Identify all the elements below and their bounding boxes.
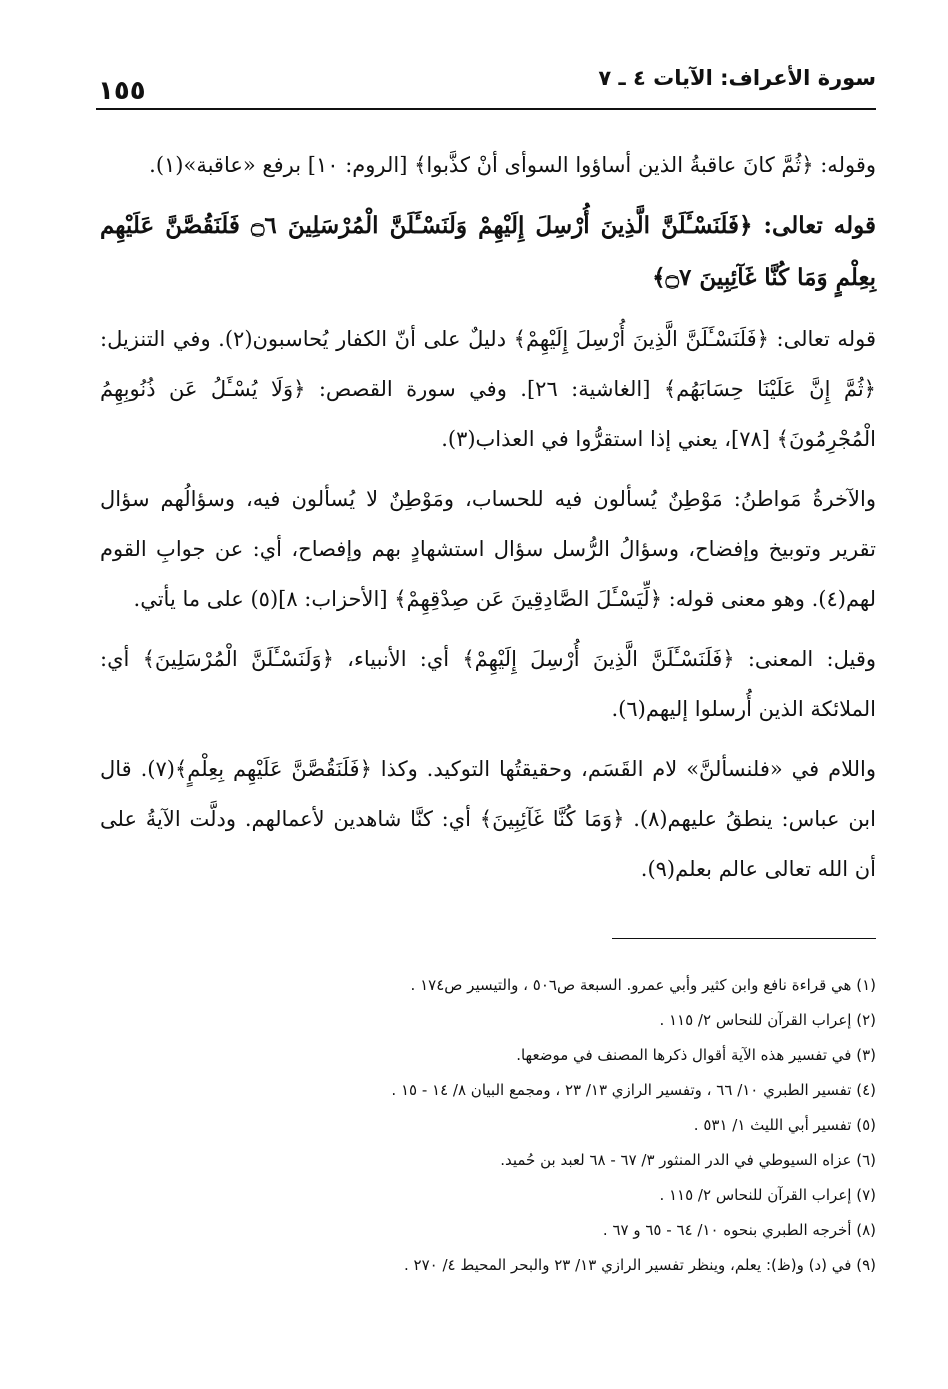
footnote-6: (٦) عزاه السيوطي في الدر المنثور ٣/ ٦٧ - ٦٨ لعبد بن حُميد. — [500, 1151, 876, 1169]
footnote-4: (٤) تفسير الطبري ١٠/ ٦٦ ، وتفسير الرازي ١٣/ ٢٣ ، ومجمع البيان ٨/ ١٤ - ١٥ . — [391, 1081, 876, 1099]
footnote-3: (٣) في تفسير هذه الآية أقوال ذكرها المصنف في موضعها. — [516, 1046, 876, 1064]
running-title: سورة الأعراف: الآيات ٤ ـ ٧ — [598, 66, 876, 90]
footnote-rule — [612, 938, 876, 939]
paragraph-3: والآخرةُ مَواطنُ: مَوْطِنٌ يُسألون فيه للحساب، ومَوْطِنٌ لا يُسألون فيه، وسؤالُهم سؤال تقرير وتوبيخ وإفضاح، وسؤالُ الرُّسل سؤال استشهادٍ بهم وإفصاح، أي: عن جوابِ القوم لهم(٤). وهو معنى قوله: ﴿لِّيَسْـَٔلَ الصَّادِقِينَ عَن صِدْقِهِمْ﴾ [الأحزاب: ٨](٥) على ما يأتي. — [100, 487, 876, 611]
paragraph-5: واللام في «فلنسألنَّ» لام القَسَم، وحقيقتُها التوكيد. وكذا ﴿فَلَنَقُصَّنَّ عَلَيْهِم بِعِلْمٍ﴾(٧). قال ابن عباس: ينطقُ عليهم(٨). ﴿وَمَا كُنَّا غَآئِبِينَ﴾ أي: كنَّا شاهدين لأعمالهم. ودلَّت الآيةُ على أن الله تعالى عالم بعلم(٩). — [100, 757, 876, 881]
page-number: ١٥٥ — [98, 76, 146, 106]
verse-heading: قوله تعالى: ﴿فَلَنَسْـَٔلَنَّ الَّذِينَ أُرْسِلَ إِلَيْهِمْ وَلَنَسْـَٔلَنَّ الْمُرْسَلِينَ ۝٦ فَلَنَقُصَّنَّ عَلَيْهِم بِعِلْمٍ وَمَا كُنَّا غَآئِبِينَ ۝٧﴾ — [100, 212, 876, 291]
footnote-9: (٩) في (د) و(ظ): يعلم، وينظر تفسير الرازي ١٣/ ٢٣ والبحر المحيط ٤/ ٢٧٠ . — [403, 1256, 876, 1274]
paragraph-2: قوله تعالى: ﴿فَلَنَسْـَٔلَنَّ الَّذِينَ أُرْسِلَ إِلَيْهِمْ﴾ دليلٌ على أنّ الكفار يُحاسبون(٢). وفي التنزيل: ﴿ثُمَّ إِنَّ عَلَيْنَا حِسَابَهُم﴾ [الغاشية: ٢٦]. وفي سورة القصص: ﴿وَلَا يُسْـَٔلُ عَن ذُنُوبِهِمُ الْمُجْرِمُونَ﴾ [٧٨]، يعني إذا استقرُّوا في العذاب(٣). — [100, 327, 876, 451]
footnotes — [100, 968, 876, 1283]
footnote-8: (٨) أخرجه الطبري بنحوه ١٠/ ٦٤ - ٦٥ و ٦٧ . — [602, 1221, 876, 1239]
footnote-2: (٢) إعراب القرآن للنحاس ٢/ ١١٥ . — [659, 1011, 876, 1029]
paragraph-4: وقيل: المعنى: ﴿فَلَنَسْـَٔلَنَّ الَّذِينَ أُرْسِلَ إِلَيْهِمْ﴾ أي: الأنبياء، ﴿وَلَنَسْـَٔلَنَّ الْمُرْسَلِينَ﴾ أي: الملائكة الذين أُرسلوا إليهم(٦). — [100, 647, 876, 721]
footnote-7: (٧) إعراب القرآن للنحاس ٢/ ١١٥ . — [659, 1186, 876, 1204]
footnote-1: (١) هي قراءة نافع وابن كثير وأبي عمرو. السبعة ص٥٠٦ ، والتيسير ص١٧٤ . — [410, 976, 876, 994]
paragraph-1: وقوله: ﴿ثُمَّ كانَ عاقبةُ الذين أساؤوا السوأى أنْ كذَّبوا﴾ [الروم: ١٠] برفع «عاقبة»(١). — [149, 153, 876, 177]
footnote-5: (٥) تفسير أبي الليث ١/ ٥٣١ . — [693, 1116, 876, 1134]
main-text — [100, 140, 876, 904]
page-header — [96, 58, 876, 104]
header-rule — [96, 108, 876, 110]
